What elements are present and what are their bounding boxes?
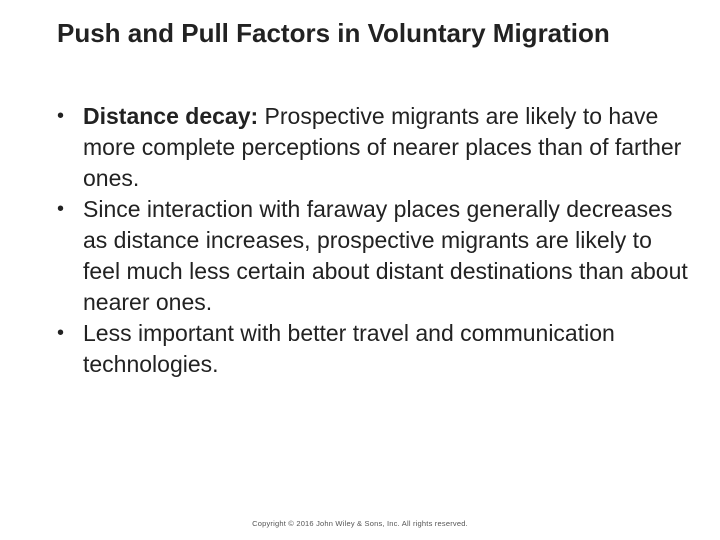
bullet-list [55,101,695,380]
slide-title: Push and Pull Factors in Voluntary Migration [57,18,610,48]
bullet-term: Distance decay: [83,103,259,129]
bullet-icon: • [57,198,65,220]
bullet-text: Since interaction with faraway places generally decreases as distance increases, prospective migrants are likely to feel much less certain about distant destinations than about nearer ones. [83,196,688,315]
bullet-text: Less important with better travel and communication technologies. [83,320,615,377]
bullet-icon: • [57,322,65,344]
bullet-item-interaction [55,194,695,318]
bullet-item-technology [55,318,695,380]
copyright-footer: Copyright © 2016 John Wiley & Sons, Inc. All rights reserved. [252,519,468,528]
bullet-item-distance-decay [55,101,695,194]
bullet-icon: • [57,105,65,127]
bullet-text: Prospective migrants are likely to have more complete perceptions of nearer places than of farther ones. [83,103,682,191]
